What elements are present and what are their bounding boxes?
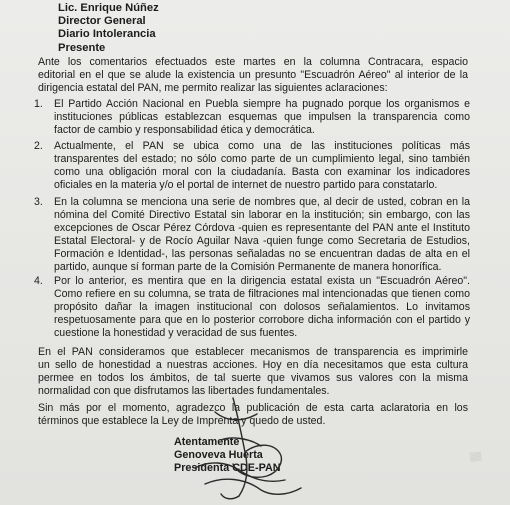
point-number: 3. [34, 196, 43, 208]
point-number: 1. [34, 98, 43, 110]
closing-line: términos que establece la Ley de Imprenta y quedo de usted. [38, 414, 326, 427]
intro-line: editorial en el que se alude la existencia un presunto "Escuadrón Aéreo" al interior de la [38, 68, 468, 81]
signature-salutation: Atentamente [174, 436, 240, 448]
point-line: Como refiere en su columna, se trata de filtraciones mal intencionadas que tienen como [54, 287, 470, 300]
point-line: nómina del Comité Directivo Estatal sin laborar en la institución; sin embargo, con las [54, 208, 470, 221]
closing-line: normalidad con que disfrutamos las libertades fundamentales. [38, 384, 330, 397]
signature-name: Genoveva Huerta [174, 449, 263, 461]
point-line: instituciones públicas establezcan esquemas que impulsen la transparencia como [54, 110, 470, 123]
point-line: cuestione la honestidad y veracidad de sus fuentes. [54, 326, 298, 339]
recipient-title: Director General [58, 15, 146, 28]
point-line: transparentes del estado; no sólo como parte de un cumplimiento legal, sino también [54, 152, 470, 165]
point-1 [34, 98, 470, 137]
point-number: 4. [34, 275, 43, 287]
recipient-name: Lic. Enrique Núñez [58, 2, 159, 14]
point-line: Actualmente, el PAN se ubica como una de las instituciones políticas más [54, 140, 470, 152]
point-line: En la columna se menciona una serie de nombres que, al decir de usted, cobran en la [54, 196, 470, 208]
point-line: factor de cambio y responsabilidad ética y democrática. [54, 123, 315, 136]
intro-line: dirigencia estatal del PAN, me permito realizar las siguientes aclaraciones: [38, 81, 388, 94]
point-2 [34, 140, 470, 192]
recipient-presente: Presente [58, 41, 106, 54]
point-line: como una obligación moral con la ciudadanía. Basta con examinar los indicadores [54, 165, 470, 178]
point-line: respetuosamente para que en lo posterior corrobore dicha información con el partido y [54, 313, 470, 326]
point-line: Estatal Electoral- y de Rocío Aguilar Nava -quien funge como Secretaria de Estudios, [54, 234, 470, 247]
point-line: oficiales en la materia y/o el portal de internet de nuestro partido para constatarlo. [54, 178, 438, 191]
closing-line: Sin más por el momento, agradezco la publicación de esta carta aclaratoria en los [38, 402, 468, 414]
point-line: El Partido Acción Nacional en Puebla siempre ha pugnado porque los organismos e [54, 98, 470, 110]
intro-line: Ante los comentarios efectuados este martes en la columna Contracara, espacio [38, 56, 468, 68]
point-3 [34, 196, 470, 273]
closing-paragraph-1 [38, 346, 468, 398]
point-line: partido, aunque sí forman parte de la Comisión Permanente de manera honorífica. [54, 260, 442, 273]
point-line: Formación e Identidad-, las personas señaladas no se encuentran dadas de alta en el [54, 247, 470, 260]
letter-header [58, 2, 159, 55]
closing-line: En el PAN consideramos que establecer mecanismos de transparencia es imprimirle [38, 346, 468, 358]
handwritten-signature-icon [175, 392, 310, 504]
intro-paragraph [38, 56, 468, 95]
signature-position: Presidenta CDE-PAN [174, 462, 281, 474]
point-line: excepciones de Oscar Pérez Córdova -quien es representante del PAN ante el Instituto [54, 221, 470, 234]
recipient-org: Diario Intolerancia [58, 28, 156, 41]
faint-stamp-icon: ▒▒ [469, 451, 482, 462]
point-line: propósito dañar la imagen institucional con dolosos señalamientos. Lo invitamos [54, 300, 470, 313]
point-4 [34, 275, 470, 340]
point-line: Por lo anterior, es mentira que en la dirigencia estatal exista un "Escuadrón Aéreo". [54, 275, 470, 287]
closing-line: permee en todos los ámbitos, de tal suerte que vivamos sus valores con la misma [38, 371, 468, 384]
point-number: 2. [34, 140, 43, 152]
closing-line: un sello de honestidad a nuestras acciones. Hoy en día necesitamos que esta cultura [38, 358, 468, 371]
